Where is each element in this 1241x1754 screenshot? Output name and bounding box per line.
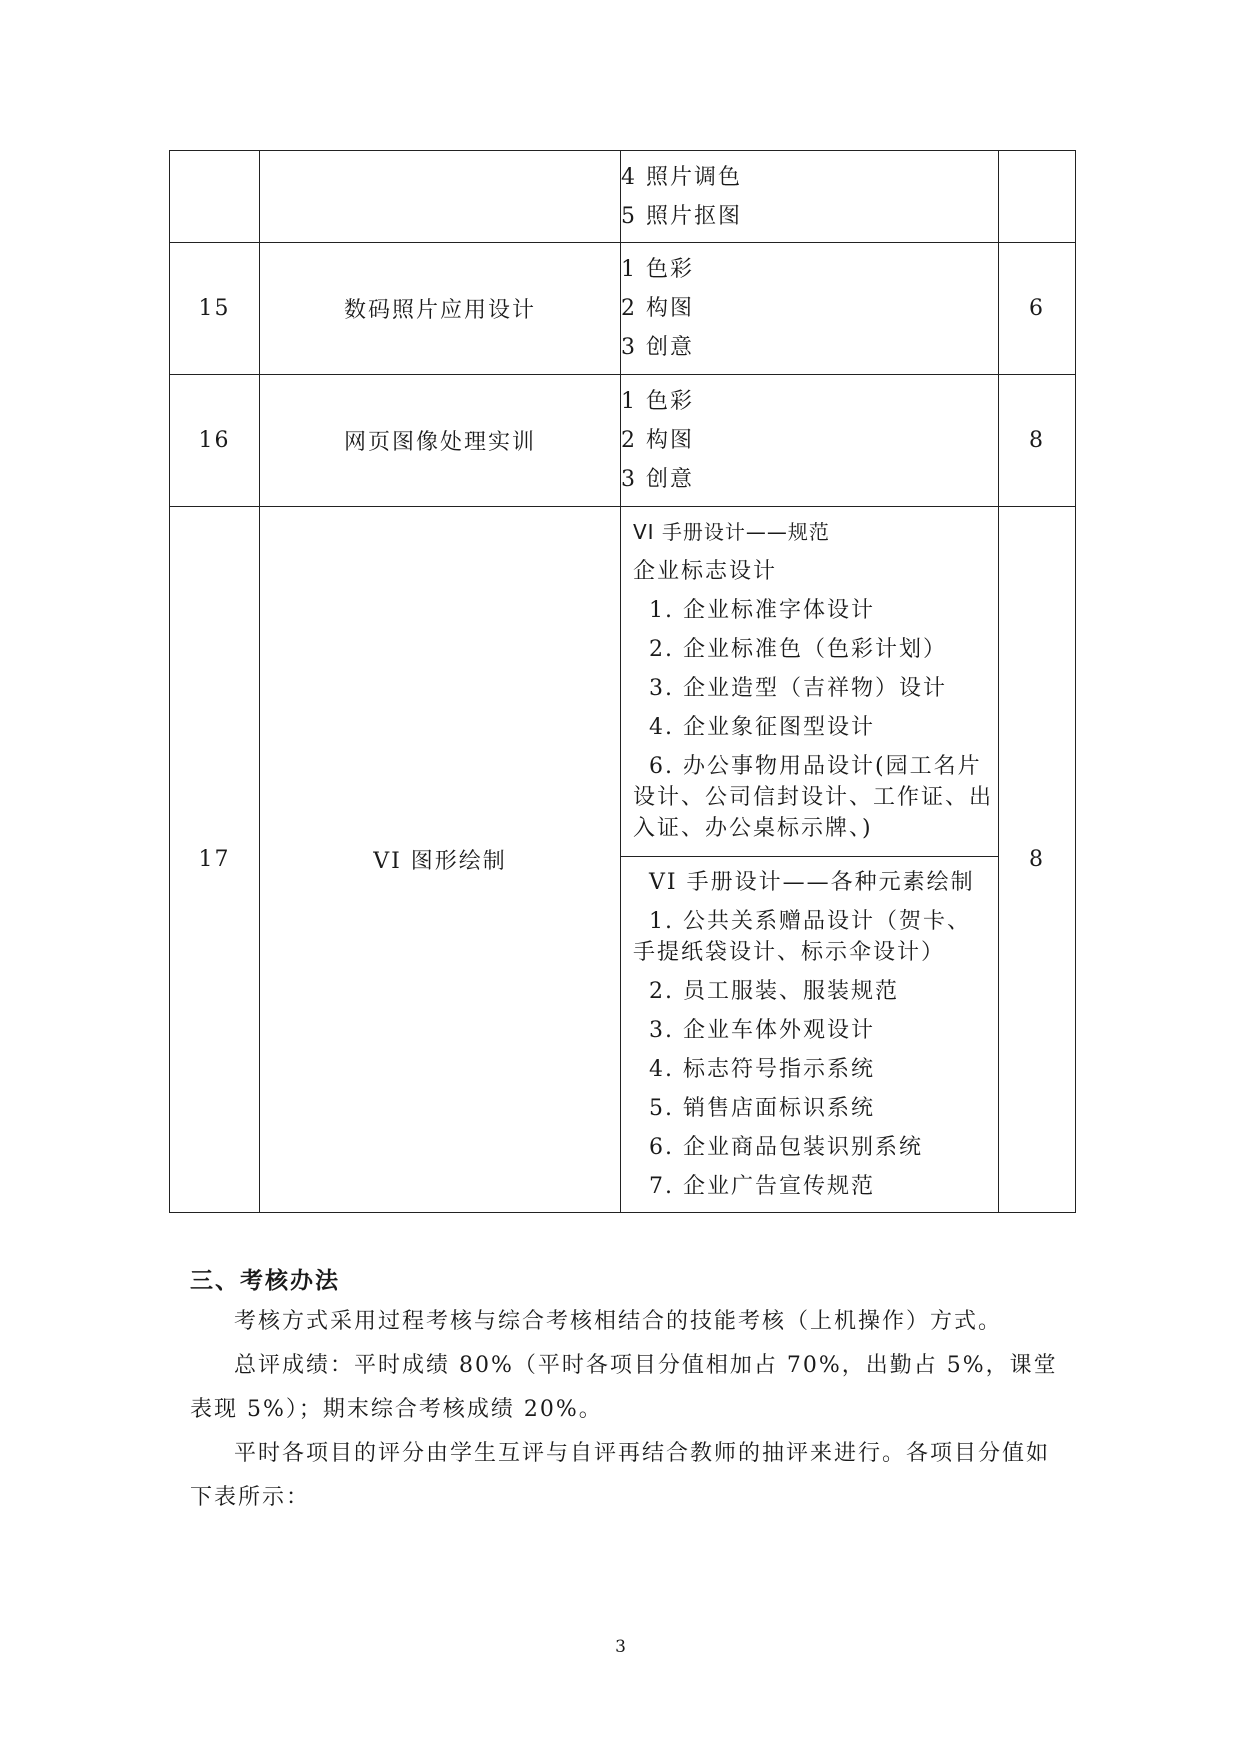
content-line: 3 创意 (621, 467, 694, 492)
content-line: 7. 企业广告宣传规范 (649, 1174, 875, 1199)
table-row (170, 151, 1076, 243)
project-hours: 8 (999, 507, 1076, 1213)
project-content (621, 151, 999, 243)
content-line: 5. 销售店面标识系统 (649, 1096, 875, 1121)
content-line: 4. 企业象征图型设计 (649, 715, 875, 740)
content-line: 2 构图 (621, 428, 694, 453)
content-line: 6. 办公事物用品设计(园工名片设计、公司信封设计、工作证、出入证、办公桌标示牌、) (633, 754, 994, 841)
project-name (260, 151, 621, 243)
content-line: 4 照片调色 (621, 164, 742, 190)
project-name: 网页图像处理实训 (260, 375, 621, 507)
paragraph: 总评成绩：平时成绩 80%（平时各项目分值相加占 70%，出勤占 5%，课堂表现 5%）；期末综合考核成绩 20%。 (190, 1353, 1058, 1422)
project-name: 数码照片应用设计 (260, 243, 621, 375)
content-line: 3. 企业造型（吉祥物）设计 (649, 676, 947, 701)
vi-elements-title: VI 手册设计——各种元素绘制 (649, 870, 975, 895)
project-content (621, 375, 999, 507)
content-line: 2. 企业标准色（色彩计划） (649, 637, 947, 662)
project-hours (999, 151, 1076, 243)
content-line: 3 创意 (621, 335, 694, 360)
vi-norms-title: VI 手册设计——规范 (633, 520, 830, 544)
vi-norms-subtitle: 企业标志设计 (633, 559, 778, 584)
row-number (170, 151, 260, 243)
row-number: 15 (170, 243, 260, 375)
content-line: 6. 企业商品包装识别系统 (649, 1135, 923, 1160)
project-content (621, 243, 999, 375)
table-row (170, 375, 1076, 507)
table-row (170, 243, 1076, 375)
content-line: 3. 企业车体外观设计 (649, 1018, 875, 1043)
project-name: VI 图形绘制 (260, 507, 621, 1213)
content-line: 2. 员工服装、服装规范 (649, 979, 899, 1004)
content-line: 2 构图 (621, 296, 694, 321)
project-hours: 8 (999, 375, 1076, 507)
table-row (170, 507, 1076, 1213)
row-number: 16 (170, 375, 260, 507)
content-line: 1 色彩 (621, 257, 694, 282)
section-heading: 三、考核办法 (190, 1268, 340, 1294)
paragraph: 考核方式采用过程考核与综合考核相结合的技能考核（上机操作）方式。 (234, 1309, 1003, 1334)
content-line: 1. 公共关系赠品设计（贺卡、手提纸袋设计、标示伞设计） (633, 909, 971, 965)
content-line: 1. 企业标准字体设计 (649, 598, 875, 623)
project-hours: 6 (999, 243, 1076, 375)
project-content (621, 507, 999, 1213)
page-number: 3 (615, 1637, 626, 1657)
vi-elements-block (621, 857, 998, 1212)
paragraph: 平时各项目的评分由学生互评与自评再结合教师的抽评来进行。各项目分值如下表所示： (190, 1441, 1051, 1510)
vi-norms-block (621, 507, 998, 857)
content-line: 5 照片抠图 (621, 203, 742, 229)
course-content-table (169, 150, 1076, 1213)
content-line: 1 色彩 (621, 389, 694, 414)
row-number: 17 (170, 507, 260, 1213)
content-line: 4. 标志符号指示系统 (649, 1057, 875, 1082)
